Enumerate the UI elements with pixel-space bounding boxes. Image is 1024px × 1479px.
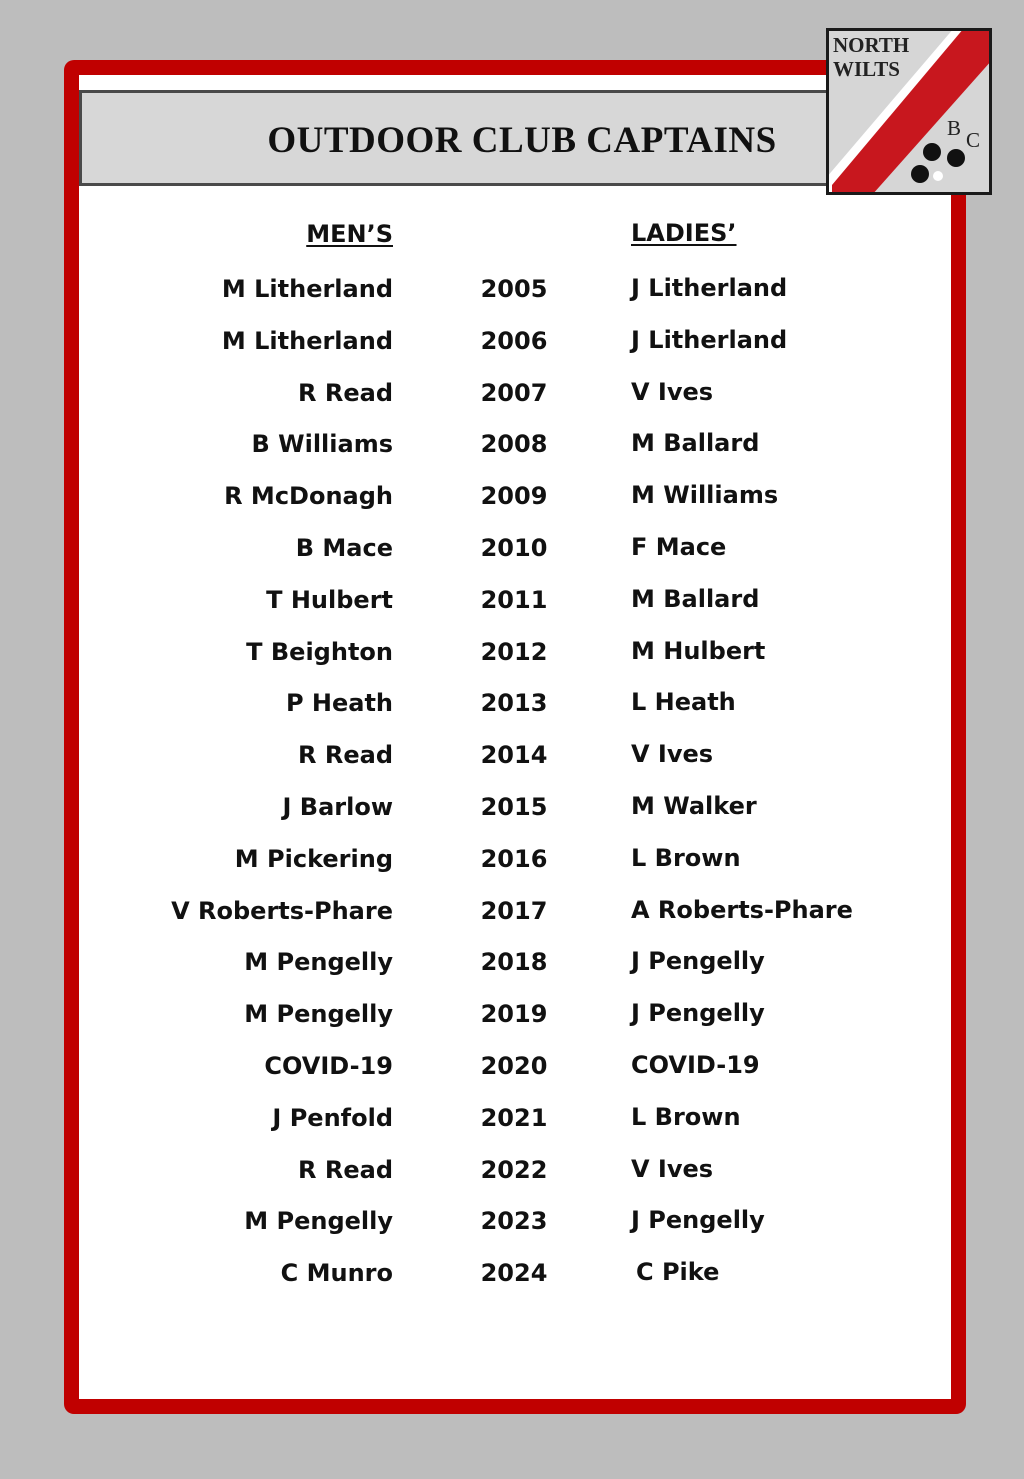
mens-captain: C Munro xyxy=(280,1259,393,1288)
captain-year: 2022 xyxy=(480,1155,548,1184)
captain-year: 2013 xyxy=(480,689,548,718)
mens-captain: R Read xyxy=(298,378,393,407)
ladies-captain: J Pengelly xyxy=(631,999,765,1028)
ladies-captain: J Litherland xyxy=(631,325,788,354)
table-row xyxy=(0,1259,1024,1299)
mens-captain: M Litherland xyxy=(221,326,393,355)
ladies-captain: L Heath xyxy=(631,688,736,717)
mens-captain: R Read xyxy=(298,741,393,770)
mens-header: MEN’S xyxy=(306,220,393,248)
ladies-captain: J Pengelly xyxy=(631,947,765,976)
ladies-captain: M Williams xyxy=(631,481,779,510)
table-row xyxy=(0,638,1024,678)
ladies-captain: M Ballard xyxy=(631,584,760,613)
captain-year: 2007 xyxy=(480,378,548,407)
mens-captain: M Litherland xyxy=(221,275,393,303)
captain-year: 2009 xyxy=(480,482,548,511)
captain-year: 2010 xyxy=(480,534,548,562)
ladies-captain: M Walker xyxy=(631,792,757,820)
table-row xyxy=(0,1156,1024,1196)
mens-captain: R Read xyxy=(298,1155,393,1184)
table-row xyxy=(0,327,1024,367)
table-row xyxy=(0,948,1024,988)
captain-year: 2016 xyxy=(480,844,548,873)
captain-year: 2005 xyxy=(480,275,548,303)
table-row xyxy=(0,793,1024,833)
table-row xyxy=(0,430,1024,470)
ladies-captain: A Roberts-Phare xyxy=(631,895,853,924)
ladies-captain: M Hulbert xyxy=(631,636,766,665)
ladies-captain: J Litherland xyxy=(631,274,788,302)
table-row xyxy=(0,897,1024,937)
table-row xyxy=(0,1207,1024,1247)
captain-year: 2012 xyxy=(480,637,548,666)
mens-captain: B Williams xyxy=(251,430,393,459)
captain-year: 2017 xyxy=(480,896,548,925)
captain-year: 2018 xyxy=(480,948,548,977)
table-row xyxy=(0,689,1024,729)
mens-captain: R McDonagh xyxy=(224,482,393,511)
mens-captain: B Mace xyxy=(295,534,393,562)
page-title: OUTDOOR CLUB CAPTAINS xyxy=(267,120,777,161)
captain-year: 2011 xyxy=(480,585,548,614)
table-row xyxy=(0,534,1024,574)
table-row xyxy=(0,845,1024,885)
ladies-captain: F Mace xyxy=(631,533,727,561)
captain-year: 2024 xyxy=(480,1259,548,1288)
mens-captain: T Hulbert xyxy=(266,585,393,614)
ladies-header: LADIES’ xyxy=(631,219,737,247)
mens-captain: J Barlow xyxy=(282,793,393,821)
captain-year: 2008 xyxy=(480,430,548,459)
ladies-captain: V Ives xyxy=(631,1154,714,1183)
ladies-captain: M Ballard xyxy=(631,429,760,458)
mens-captain: V Roberts-Phare xyxy=(171,896,393,925)
table-row xyxy=(0,1000,1024,1040)
mens-captain: J Penfold xyxy=(272,1103,393,1132)
mens-captain: T Beighton xyxy=(246,637,393,666)
logo-text-wilts: WILTS xyxy=(833,57,900,81)
captain-year: 2023 xyxy=(480,1207,548,1236)
table-row xyxy=(0,741,1024,781)
table-row xyxy=(0,275,1024,315)
table-row xyxy=(0,1104,1024,1144)
captain-year: 2015 xyxy=(480,793,548,821)
captain-year: 2021 xyxy=(480,1103,548,1132)
logo-letter-c: C xyxy=(966,128,981,152)
mens-captain: M Pengelly xyxy=(244,948,393,977)
captain-year: 2020 xyxy=(480,1052,548,1080)
ladies-captain: V Ives xyxy=(631,377,714,406)
mens-captain: M Pickering xyxy=(234,844,393,873)
table-row xyxy=(0,586,1024,626)
captain-year: 2006 xyxy=(480,326,548,355)
table-row xyxy=(0,379,1024,419)
mens-captain: COVID-19 xyxy=(264,1052,393,1080)
ladies-captain: J Pengelly xyxy=(631,1206,765,1235)
logo-letter-b: B xyxy=(947,116,962,140)
ladies-captain: L Brown xyxy=(631,1102,741,1131)
ladies-captain: C Pike xyxy=(636,1258,720,1287)
captain-year: 2014 xyxy=(480,741,548,770)
mens-captain: P Heath xyxy=(285,689,393,718)
ladies-captain: COVID-19 xyxy=(631,1051,760,1079)
captain-year: 2019 xyxy=(480,1000,548,1029)
logo-text-north: NORTH xyxy=(833,33,910,57)
table-row xyxy=(0,482,1024,522)
ladies-captain: V Ives xyxy=(631,740,714,769)
table-row xyxy=(0,1052,1024,1092)
ladies-captain: L Brown xyxy=(631,843,741,872)
mens-captain: M Pengelly xyxy=(244,1000,393,1029)
mens-captain: M Pengelly xyxy=(244,1207,393,1236)
